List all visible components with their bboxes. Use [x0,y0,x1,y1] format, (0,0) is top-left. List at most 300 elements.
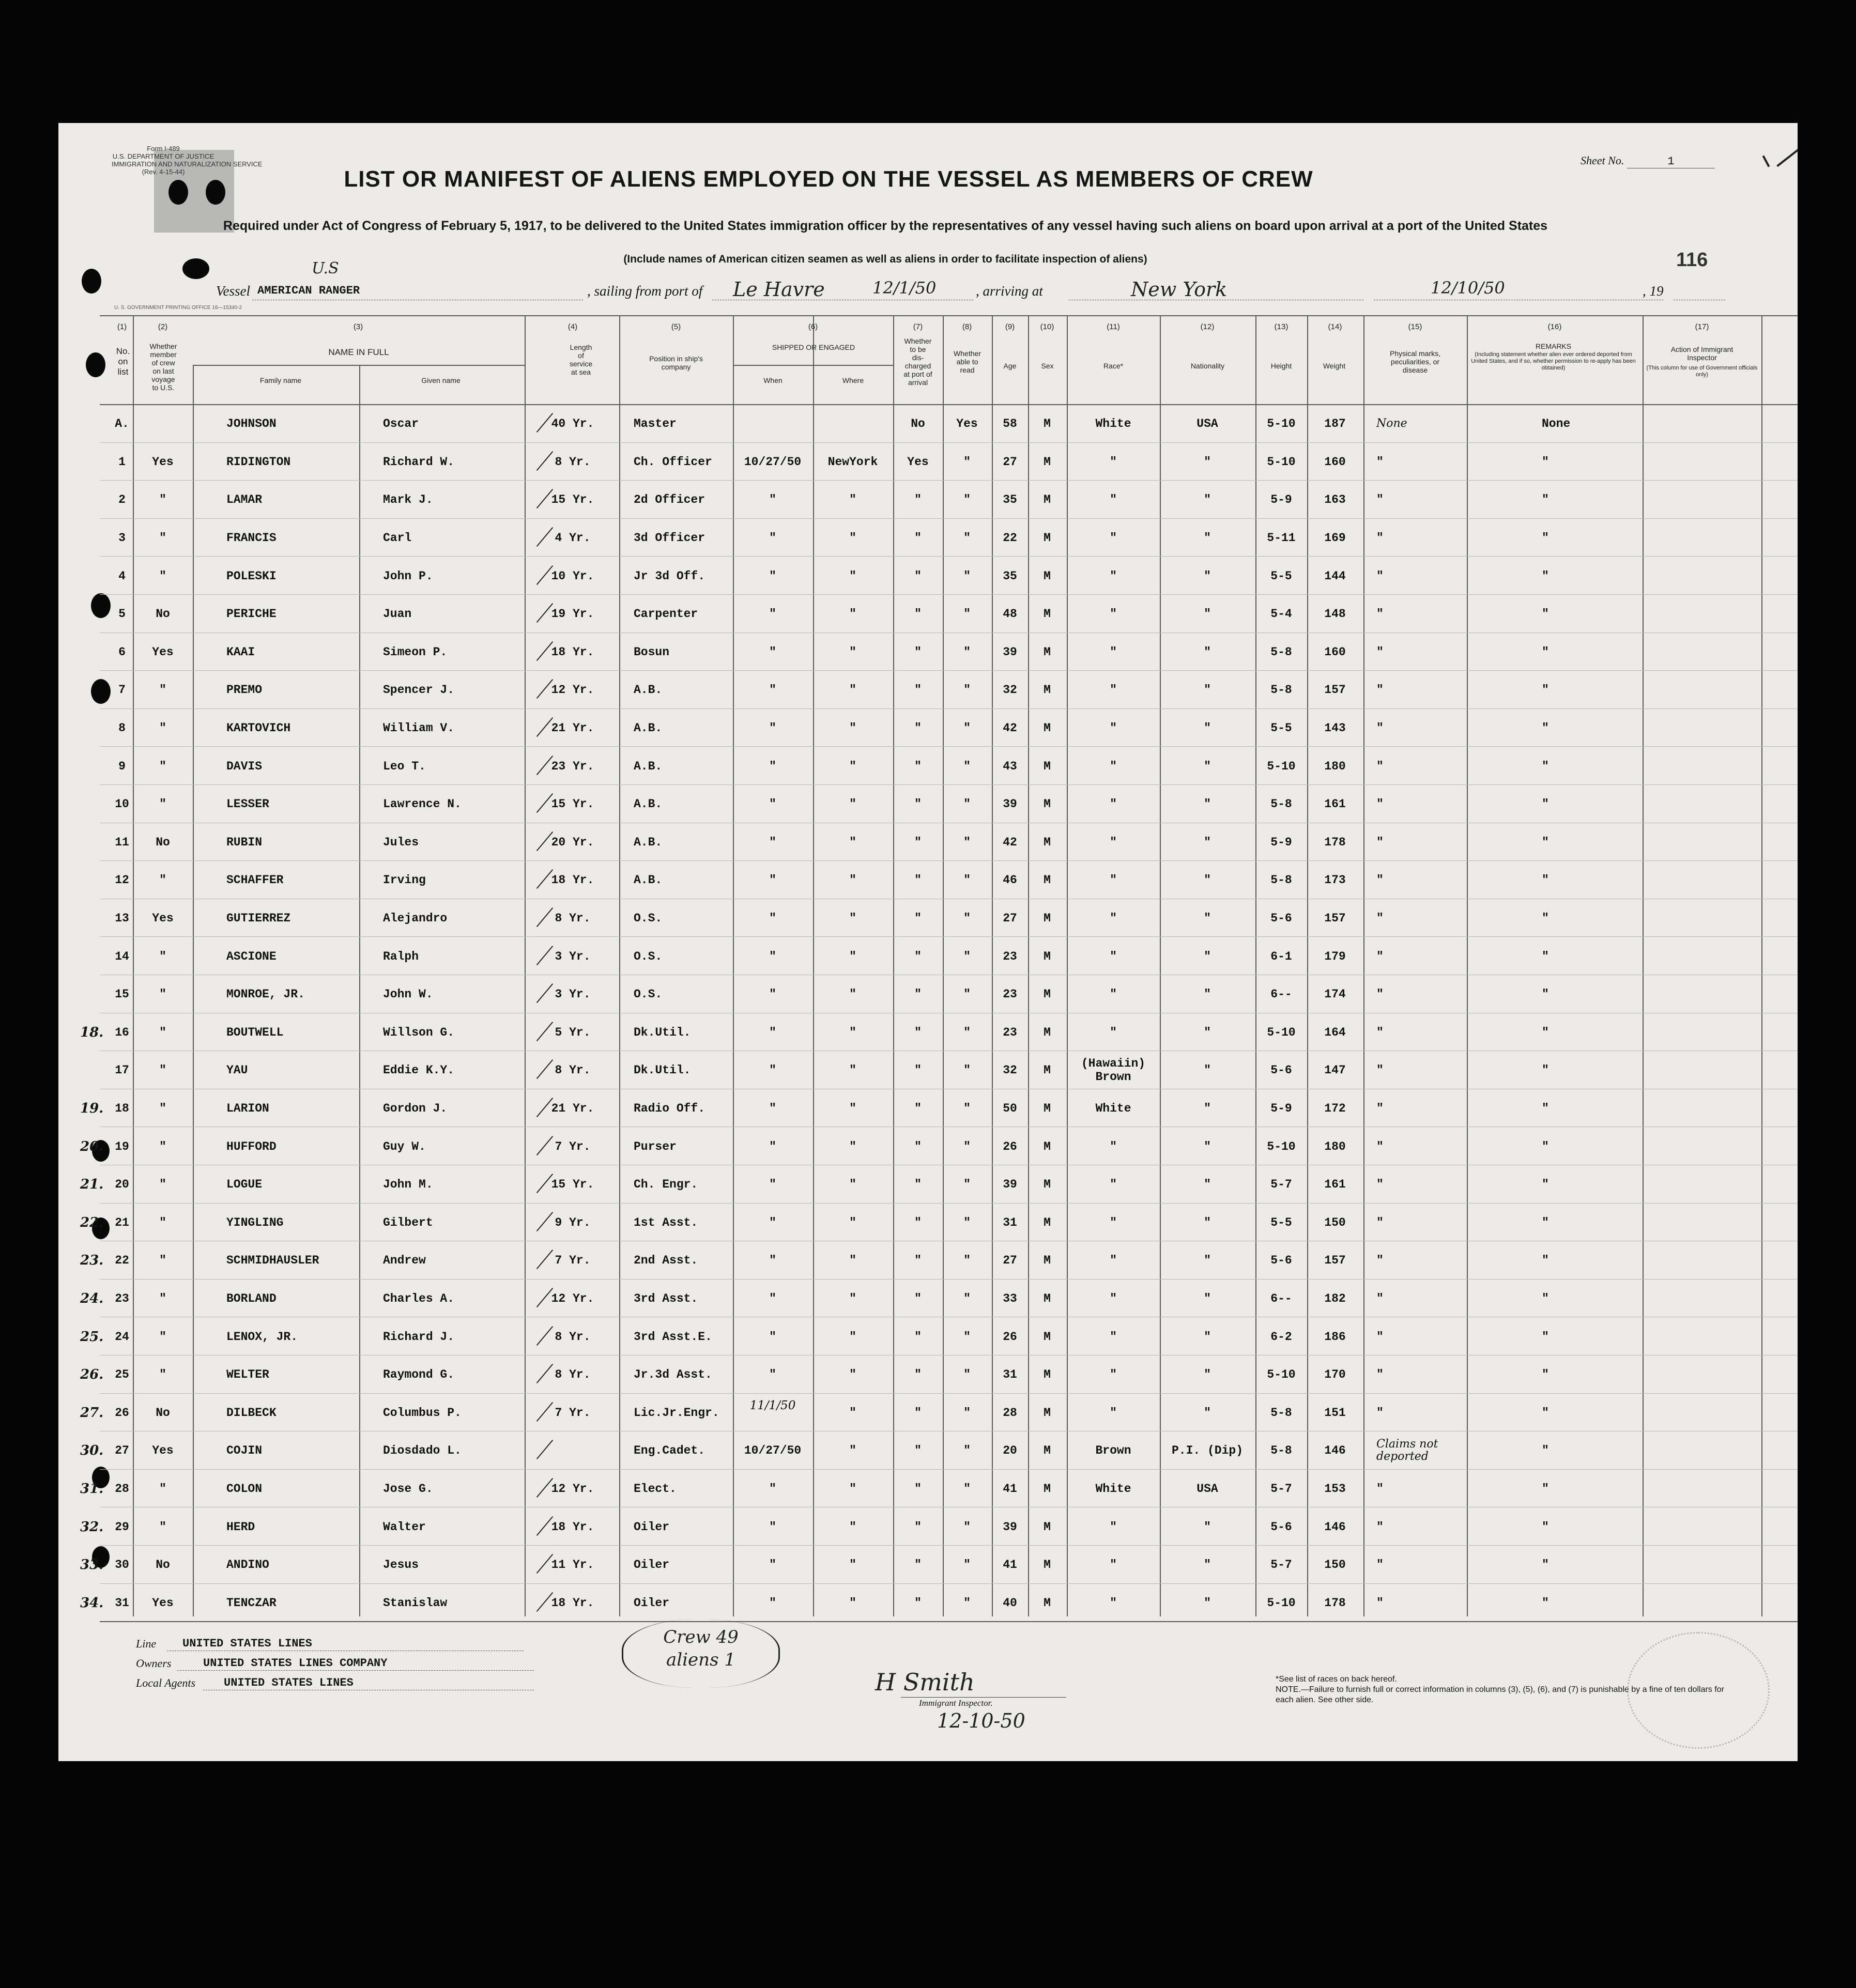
cell-height: 5-10 [1267,417,1296,431]
cell-prev: Yes [152,1444,174,1458]
cell-remarks: " [1542,531,1549,545]
cell-weight: 161 [1324,1178,1346,1192]
cell-prev: Yes [152,645,174,659]
header-position: Position in ship's company [649,355,703,371]
cell-read: " [963,759,971,773]
cell-discharged: " [914,873,922,887]
owners-label: Owners [136,1657,172,1670]
cell-read: Yes [956,417,978,431]
cell-age: 39 [1003,1178,1017,1192]
cell-remarks: " [1542,1330,1549,1344]
cell-weight: 174 [1324,988,1346,1001]
margin-renumber: 33. [80,1557,104,1573]
cell-read: " [963,721,971,735]
cell-prev: " [159,1368,166,1382]
cell-where: " [849,1064,856,1077]
cell-position: Jr 3d Off. [634,569,705,583]
cell-nationality: " [1204,835,1211,849]
cell-prev: " [159,949,166,963]
cell-where: " [849,759,856,773]
punch-hole [82,269,101,294]
cell-no: 5 [118,607,126,621]
cell-read: " [963,835,971,849]
cell-family: GUTIERREZ [226,912,291,926]
cell-discharged: " [914,835,922,849]
cell-no: 14 [115,949,129,963]
cell-service: 19 Yr. [551,607,594,621]
cell-remarks: " [1542,1102,1549,1116]
cell-position: Ch. Officer [634,455,712,469]
cell-sex: M [1044,607,1051,621]
cell-where: " [849,912,856,926]
header-shipped: SHIPPED OR ENGAGED [772,343,855,351]
cell-weight: 144 [1324,569,1346,583]
cell-service: 8 Yr. [555,912,591,926]
cell-discharged: " [914,721,922,735]
cell-prev: " [159,1292,166,1306]
crew-table [80,315,1798,1628]
column-rule [943,315,944,1616]
cell-when: " [769,1025,776,1039]
header-service: Length of service at sea [569,343,593,376]
cell-when: " [769,1482,776,1496]
cell-weight: 160 [1324,455,1346,469]
column-number: (13) [1274,322,1289,331]
cell-discharged: " [914,1025,922,1039]
cell-discharged: " [914,1368,922,1382]
cell-weight: 150 [1324,1558,1346,1572]
cell-where: " [849,569,856,583]
cell-where: " [849,1178,856,1192]
column-rule [893,315,894,1616]
cell-marks: " [1376,493,1384,507]
cell-position: Master [634,417,677,431]
margin-renumber: 32. [80,1519,104,1535]
cell-remarks: " [1542,1368,1549,1382]
cell-where: " [849,1520,856,1534]
cell-when: " [769,1330,776,1344]
cell-where: " [849,1139,856,1153]
cell-prev: " [159,1482,166,1496]
cell-prev: " [159,569,166,583]
row-rule [100,670,1798,671]
cell-where: " [849,683,856,697]
cell-race: " [1110,1178,1117,1192]
cell-weight: 173 [1324,873,1346,887]
cell-given: Simeon P. [383,645,448,659]
cell-age: 26 [1003,1139,1017,1153]
cell-weight: 186 [1324,1330,1346,1344]
cell-prev: " [159,493,166,507]
vessel-label: Vessel [216,283,250,299]
margin-renumber: 19. [80,1101,104,1117]
cell-sex: M [1044,1482,1051,1496]
cell-service: 21 Yr. [551,1102,594,1116]
cell-position: 2d Officer [634,493,705,507]
cell-age: 41 [1003,1482,1017,1496]
cell-nationality: " [1204,569,1211,583]
cell-race: " [1110,1254,1117,1268]
cell-weight: 148 [1324,607,1346,621]
cell-marks: " [1376,1102,1384,1116]
cell-nationality: " [1204,1406,1211,1420]
header-read: Whether able to read [954,349,981,374]
cell-service: 21 Yr. [551,721,594,735]
cell-discharged: " [914,1558,922,1572]
cell-remarks: " [1542,1064,1549,1077]
cell-remarks: " [1542,1292,1549,1306]
agents-label: Local Agents [136,1676,196,1689]
cell-race: White [1095,417,1131,431]
cell-when: " [769,1558,776,1572]
cell-nationality: " [1204,1330,1211,1344]
sailing-port: Le Havre [733,278,825,301]
column-rule [813,315,814,1616]
cell-height: 6-2 [1270,1330,1292,1344]
cell-marks: " [1376,759,1384,773]
tick-mark [536,1440,553,1459]
cell-service: 7 Yr. [555,1139,591,1153]
cell-position: Radio Off. [634,1102,705,1116]
cell-read: " [963,645,971,659]
cell-given: Jesus [383,1558,419,1572]
cell-race: (Hawaiin) Brown [1081,1057,1146,1084]
cell-service: 12 Yr. [551,1292,594,1306]
cell-marks: " [1376,988,1384,1001]
cell-when: " [769,569,776,583]
cell-marks: Claims not deported [1376,1438,1438,1463]
cell-height: 5-8 [1270,645,1292,659]
row-rule [100,1545,1798,1546]
cell-no: 9 [118,759,126,773]
cell-remarks: " [1542,1139,1549,1153]
cell-where: " [849,645,856,659]
column-number: (11) [1107,322,1120,331]
cell-service: 12 Yr. [551,1482,594,1496]
cell-marks: " [1376,569,1384,583]
cell-nationality: " [1204,1102,1211,1116]
cell-no: 24 [115,1330,129,1344]
cell-remarks: " [1542,645,1549,659]
column-rule [1307,315,1308,1616]
cell-family: PREMO [226,683,263,697]
cell-no: A. [115,417,129,431]
cell-race: " [1110,912,1117,926]
cell-read: " [963,1215,971,1229]
cell-race: " [1110,455,1117,469]
cell-height: 5-10 [1267,455,1296,469]
cell-position: Elect. [634,1482,677,1496]
cell-age: 50 [1003,1102,1017,1116]
cell-where: " [849,835,856,849]
cell-when: " [769,988,776,1001]
cell-race: " [1110,797,1117,811]
sheet-number: Sheet No. 1 [1581,154,1715,168]
cell-position: 3d Officer [634,531,705,545]
cell-given: Diosdado L. [383,1444,462,1458]
cell-service: 3 Yr. [555,949,591,963]
cell-where: NewYork [827,455,878,469]
column-rule [359,365,360,1616]
cell-sex: M [1044,759,1051,773]
cell-where: " [849,797,856,811]
cell-race: " [1110,835,1117,849]
cell-given: Eddie K.Y. [383,1064,455,1077]
cell-given: Lawrence N. [383,797,462,811]
cell-sex: M [1044,949,1051,963]
cell-race: Brown [1095,1444,1131,1458]
cell-sex: M [1044,1102,1051,1116]
row-rule [100,1583,1798,1584]
cell-sex: M [1044,683,1051,697]
cell-read: " [963,797,971,811]
header-name: NAME IN FULL [328,347,389,357]
cell-prev: " [159,988,166,1001]
cell-age: 39 [1003,797,1017,811]
cell-discharged: " [914,1139,922,1153]
cell-read: " [963,1330,971,1344]
corner-number: 116 [1676,249,1708,271]
cell-given: Charles A. [383,1292,455,1306]
cell-prev: " [159,683,166,697]
cell-service: 23 Yr. [551,759,594,773]
cell-no: 27 [115,1444,129,1458]
cell-marks: None [1376,417,1407,430]
cell-remarks: " [1542,988,1549,1001]
cell-height: 5-10 [1267,1025,1296,1039]
cell-marks: " [1376,607,1384,621]
cell-family: LESSER [226,797,269,811]
owners-value: UNITED STATES LINES COMPANY [203,1657,388,1670]
cell-where: " [849,1368,856,1382]
cell-weight: 147 [1324,1064,1346,1077]
cell-race: " [1110,1596,1117,1610]
cell-discharged: " [914,683,922,697]
cell-given: Oscar [383,417,419,431]
cell-race: " [1110,531,1117,545]
cell-discharged: " [914,912,922,926]
cell-age: 27 [1003,455,1017,469]
column-rule [619,315,620,1616]
cell-no: 2 [118,493,126,507]
column-rule [733,315,734,1616]
cell-sex: M [1044,1596,1051,1610]
page-note: (Include names of American citizen seamen as well as aliens in order to facilitate inspection of aliens) [623,253,1147,265]
cell-no: 16 [115,1025,129,1039]
cell-position: O.S. [634,949,663,963]
cell-age: 41 [1003,1558,1017,1572]
cell-family: KARTOVICH [226,721,291,735]
cell-nationality: " [1204,1215,1211,1229]
cell-given: Willson G. [383,1025,455,1039]
header-family: Family name [259,376,302,384]
cell-marks: " [1376,645,1384,659]
cell-read: " [963,683,971,697]
cell-service: 10 Yr. [551,569,594,583]
line-value: UNITED STATES LINES [182,1637,312,1650]
cell-no: 21 [115,1215,129,1229]
cell-given: Andrew [383,1254,426,1268]
cell-race: " [1110,1520,1117,1534]
cell-family: COJIN [226,1444,263,1458]
cell-service: 8 Yr. [555,1330,591,1344]
cell-no: 15 [115,988,129,1001]
cell-given: Leo T. [383,759,426,773]
cell-weight: 180 [1324,1139,1346,1153]
cell-age: 27 [1003,1254,1017,1268]
cell-height: 5-5 [1270,721,1292,735]
cell-family: LENOX, JR. [226,1330,298,1344]
cell-nationality: " [1204,1025,1211,1039]
cell-prev: Yes [152,1596,174,1610]
cell-nationality: " [1204,1596,1211,1610]
cell-age: 42 [1003,721,1017,735]
cell-age: 43 [1003,759,1017,773]
page-title: LIST OR MANIFEST OF ALIENS EMPLOYED ON THE VESSEL AS MEMBERS OF CREW [344,166,1313,192]
cell-age: 27 [1003,912,1017,926]
cell-read: " [963,873,971,887]
column-rule [992,315,993,1616]
cell-sex: M [1044,1254,1051,1268]
cell-age: 32 [1003,1064,1017,1077]
cell-family: YAU [226,1064,248,1077]
cell-race: " [1110,683,1117,697]
cell-position: O.S. [634,912,663,926]
cell-marks: " [1376,949,1384,963]
cell-service: 18 Yr. [551,1520,594,1534]
cell-discharged: " [914,1064,922,1077]
cell-height: 5-9 [1270,1102,1292,1116]
row-rule [100,746,1798,747]
cell-given: Gordon J. [383,1102,448,1116]
cell-weight: 161 [1324,797,1346,811]
cell-weight: 157 [1324,683,1346,697]
cell-position: A.B. [634,835,663,849]
margin-renumber: 34. [80,1595,104,1611]
header-prev-voyage: Whether member of crew on last voyage to U.S. [149,342,177,392]
margin-renumber: 23. [80,1253,104,1269]
column-number: (16) [1547,322,1562,331]
cell-weight: 187 [1324,417,1346,431]
cell-where: " [849,493,856,507]
cell-remarks: " [1542,912,1549,926]
cell-discharged: Yes [907,455,929,469]
cell-read: " [963,1520,971,1534]
cell-nationality: " [1204,912,1211,926]
cell-nationality: " [1204,873,1211,887]
form-reference: Form I-489 U.S. DEPARTMENT OF JUSTICE IMMIGRATION AND NATURALIZATION SERVICE (Rev. 4-15-44) [112,145,263,176]
cell-position: A.B. [634,873,663,887]
cell-when: " [769,683,776,697]
row-rule [100,860,1798,861]
cell-height: 5-6 [1270,1254,1292,1268]
cell-discharged: No [911,417,925,431]
cell-family: FRANCIS [226,531,277,545]
cell-nationality: " [1204,1558,1211,1572]
cell-weight: 164 [1324,1025,1346,1039]
cell-height: 5-6 [1270,1064,1292,1077]
header-when: When [763,376,783,384]
cell-given: Ralph [383,949,419,963]
column-rule [1363,315,1364,1616]
cell-when: " [769,1520,776,1534]
cell-height: 5-8 [1270,1444,1292,1458]
footnote: *See list of races on back hereof. NOTE.—Failure to furnish full or correct information in columns (3), (5), (6), and (7) is punishable by a fine of ten dollars for each alien. See other side. [1276,1675,1724,1704]
cell-marks: " [1376,1558,1384,1572]
cell-read: " [963,607,971,621]
cell-nationality: " [1204,1254,1211,1268]
vessel-name: AMERICAN RANGER [257,284,360,297]
cell-remarks: " [1542,1558,1549,1572]
cell-given: Richard W. [383,455,455,469]
cell-when: " [769,835,776,849]
cell-sex: M [1044,1558,1051,1572]
cell-where: " [849,988,856,1001]
cell-service: 40 Yr. [551,417,594,431]
sailing-label: , sailing from port of [587,283,703,299]
cell-sex: M [1044,1520,1051,1534]
cell-family: HERD [226,1520,255,1534]
cell-family: ANDINO [226,1558,269,1572]
cell-nationality: " [1204,683,1211,697]
cell-marks: " [1376,835,1384,849]
cell-when: 10/27/50 [744,455,802,469]
cell-remarks: " [1542,1482,1549,1496]
cell-given: John W. [383,988,433,1001]
cell-service: 9 Yr. [555,1215,591,1229]
cell-family: LARION [226,1102,269,1116]
cell-weight: 157 [1324,912,1346,926]
cell-nationality: " [1204,1368,1211,1382]
cell-discharged: " [914,1102,922,1116]
cell-given: William V. [383,721,455,735]
cell-height: 5-8 [1270,873,1292,887]
cell-remarks: " [1542,949,1549,963]
row-rule [193,365,525,366]
cell-family: TENCZAR [226,1596,277,1610]
cell-nationality: USA [1197,417,1218,431]
cell-race: " [1110,607,1117,621]
cell-weight: 163 [1324,493,1346,507]
cell-height: 5-7 [1270,1482,1292,1496]
cell-position: Oiler [634,1596,670,1610]
cell-no: 7 [118,683,126,697]
cell-weight: 179 [1324,949,1346,963]
cell-given: Richard J. [383,1330,455,1344]
cell-height: 5-8 [1270,797,1292,811]
cell-family: LOGUE [226,1178,263,1192]
cell-where: " [849,721,856,735]
cell-discharged: " [914,607,922,621]
cell-race: White [1095,1102,1131,1116]
cell-given: Spencer J. [383,683,455,697]
cell-nationality: " [1204,455,1211,469]
cell-read: " [963,455,971,469]
cell-given: Mark J. [383,493,433,507]
cell-nationality: " [1204,1178,1211,1192]
cell-read: " [963,949,971,963]
column-number: (7) [913,322,923,331]
cell-discharged: " [914,1292,922,1306]
cell-family: HUFFORD [226,1139,277,1153]
cell-sex: M [1044,455,1051,469]
row-rule [100,442,1798,443]
manifest-sheet [58,123,1798,1761]
cell-remarks: " [1542,493,1549,507]
arriving-date: 12/10/50 [1431,278,1505,298]
cell-nationality: " [1204,1139,1211,1153]
cell-read: " [963,1406,971,1420]
